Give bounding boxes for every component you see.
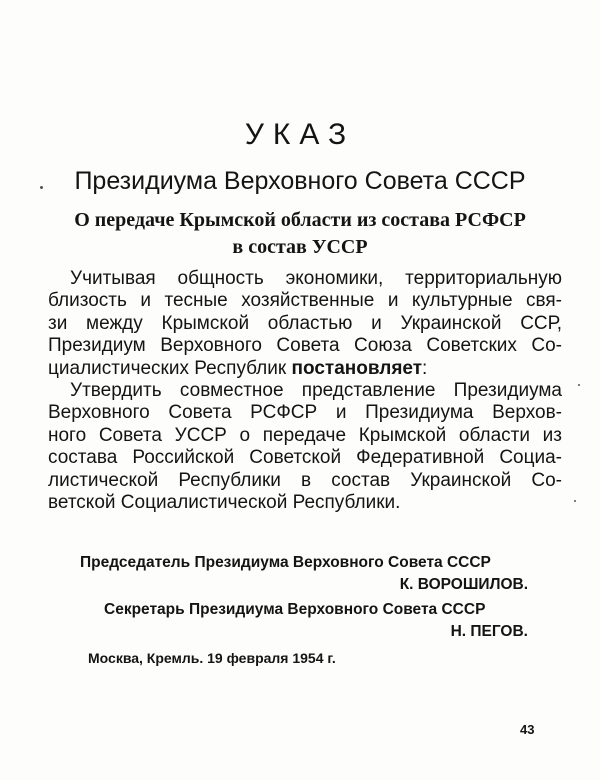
text-line: зи между Крымской областью и Украинской ССР, <box>48 312 562 334</box>
text-line: ветской Социалистической Республики. <box>48 492 401 514</box>
text-line: близость и тесные хозяйственные и культурные свя- <box>48 290 562 312</box>
secretary-name: Н. ПЕГОВ. <box>450 623 528 640</box>
page-number: 43 <box>520 722 535 737</box>
decree-subtitle: Президиума Верховного Совета СССР <box>74 167 526 195</box>
chairman-name: К. ВОРОШИЛОВ. <box>399 576 528 593</box>
text-fragment: : <box>422 357 428 379</box>
heading-line: в состав УССР <box>232 236 368 258</box>
secretary-title: Секретарь Президиума Верховного Совета СССР <box>104 601 486 618</box>
text-line: Верховного Совета РСФСР и Президиума Верхов- <box>48 402 562 424</box>
paragraph-2 <box>48 380 562 514</box>
decree-heading <box>40 207 560 261</box>
print-speck <box>578 384 580 386</box>
chairman-title: Председатель Президиума Верховного Совета СССР <box>80 554 491 571</box>
text-line: Утвердить совместное представление Президиума <box>70 380 562 402</box>
decree-body <box>48 268 562 514</box>
text-line: состава Российской Советской Федеративной Социа- <box>48 447 562 469</box>
text-line: листической Республики в состав Украинской Со- <box>48 469 562 491</box>
text-line: Президиум Верховного Совета Союза Советских Со- <box>48 335 562 357</box>
resolves-word: постановляет <box>291 357 423 379</box>
place-date: Москва, Кремль. 19 февраля 1954 г. <box>88 650 336 666</box>
print-speck <box>574 500 576 502</box>
text-line: Учитывая общность экономики, территориальную <box>70 268 562 289</box>
text-line: ного Совета УССР о передаче Крымской области из <box>48 424 562 446</box>
text-fragment: циалистических Республик <box>48 357 292 379</box>
text-line <box>48 358 562 380</box>
decree-title: УКАЗ <box>244 118 356 151</box>
heading-line: О передаче Крымской области из состава РСФСР <box>74 209 526 231</box>
paragraph-1 <box>48 268 562 380</box>
